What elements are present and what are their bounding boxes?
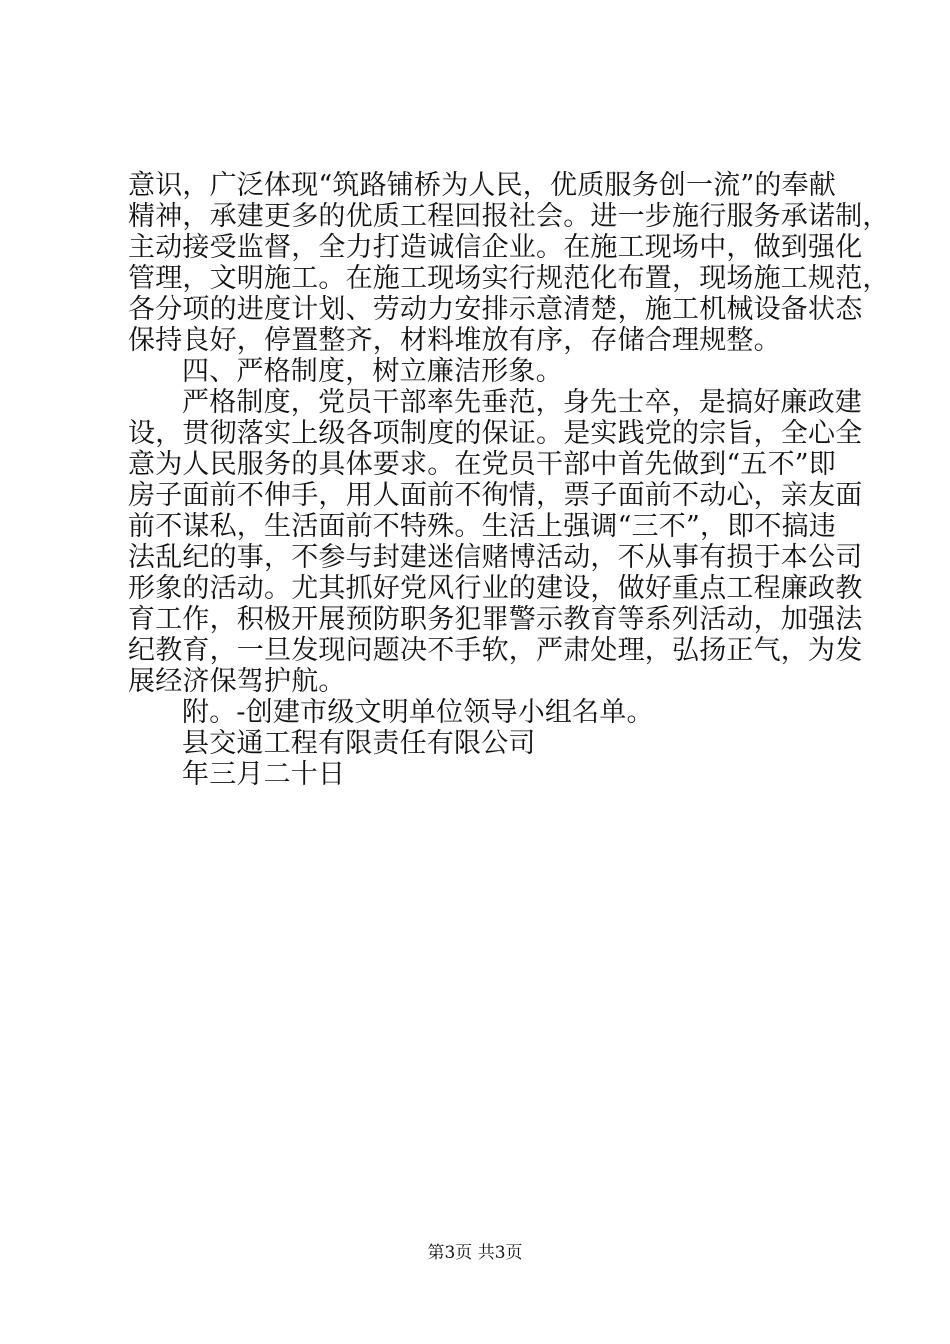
page-number-footer: 第3页 共3页 — [427, 1243, 523, 1263]
paragraph-start-line: 严格制度，党员干部率先垂范，身先士卒，是搞好廉政建 — [182, 387, 862, 418]
text-line: 管理，文明施工。在施工现场实行规范化布置，现场施工规范， — [128, 263, 890, 294]
company-signature: 县交通工程有限责任有限公司 — [182, 728, 536, 759]
text-line: 意为人民服务的具体要求。在党员干部中首先做到“五不”即 — [128, 449, 837, 480]
text-line: 意识，广泛体现“筑路铺桥为人民，优质服务创一流”的奉献 — [128, 170, 837, 201]
text-line: 主动接受监督，全力打造诚信企业。在施工现场中，做到强化 — [128, 232, 863, 263]
text-line: 设，贯彻落实上级各项制度的保证。是实践党的宗旨，全心全 — [128, 418, 863, 449]
text-line: 法乱纪的事，不参与封建迷信赌博活动，不从事有损于本公司 — [128, 542, 863, 573]
text-line: 保持良好，停置整齐，材料堆放有序，存储合理规整。 — [128, 325, 781, 356]
text-line: 形象的活动。尤其抓好党风行业的建设，做好重点工程廉政教 — [128, 573, 863, 604]
text-line: 房子面前不伸手，用人面前不徇情，票子面前不动心，亲友面 — [128, 480, 863, 511]
text-line: 纪教育，一旦发现问题决不手软，严肃处理，弘扬正气，为发 — [128, 635, 863, 666]
text-line: 前不谋私，生活面前不特殊。生活上强调“三不”，即不搞违 — [128, 511, 837, 542]
text-line: 育工作，积极开展预防职务犯罪警示教育等系列活动，加强法 — [128, 604, 863, 635]
attachment-note: 附。-创建市级文明单位领导小组名单。 — [182, 697, 654, 728]
text-line: 展经济保驾护航。 — [128, 666, 346, 697]
text-line: 精神，承建更多的优质工程回报社会。进一步施行服务承诺制， — [128, 201, 890, 232]
text-line: 各分项的进度计划、劳动力安排示意清楚，施工机械设备状态 — [128, 294, 863, 325]
section-heading: 四、严格制度，树立廉洁形象。 — [182, 356, 563, 387]
document-date: 年三月二十日 — [182, 759, 346, 790]
document-body — [128, 170, 890, 790]
